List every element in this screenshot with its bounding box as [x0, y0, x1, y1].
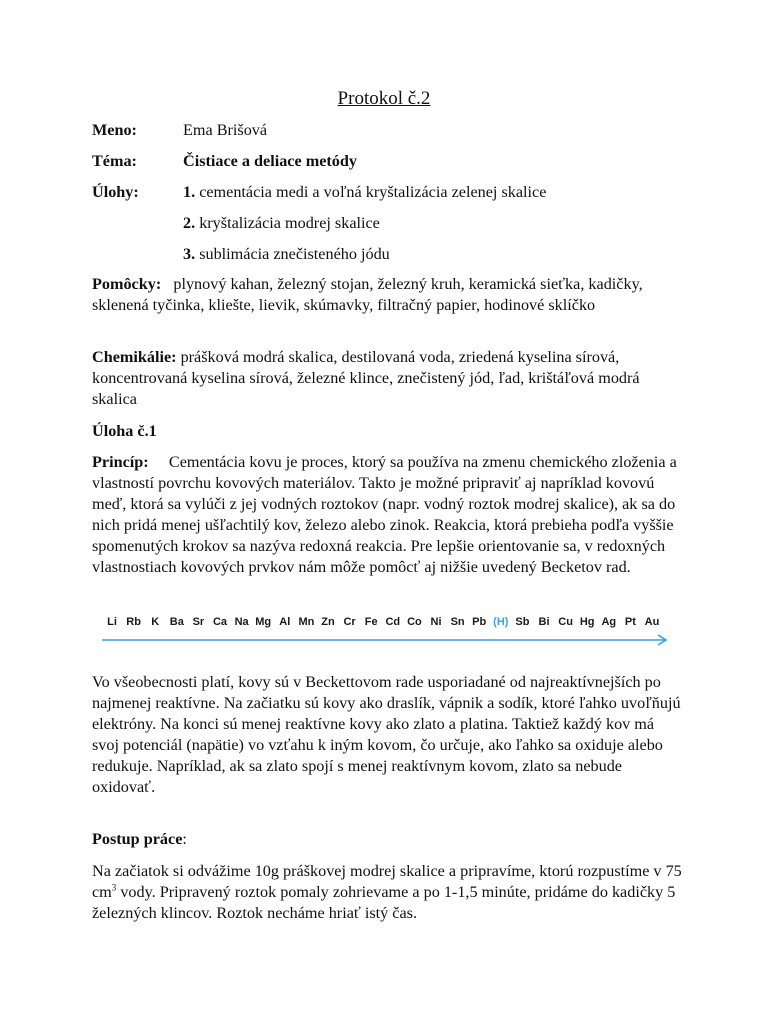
metal-label: Fe — [364, 616, 378, 628]
uloha-item-num: 1. — [183, 183, 196, 201]
uloha1-heading: Úloha č.1 — [92, 422, 157, 440]
uloha-item-text: sublimácia znečisteného jódu — [195, 245, 390, 263]
pomocky-text: plynový kahan, železný stojan, železný kruh, keramická sieťka, kadičky, sklenená tyčinka, kliešte, lievik, skúmavky, filtračný papier, hodinové sklíčko — [92, 275, 643, 314]
chemikalie-paragraph — [92, 347, 682, 410]
metal-label: Ba — [169, 616, 184, 628]
metal-label: Cr — [343, 616, 356, 628]
metal-label: Al — [279, 616, 291, 628]
metal-label: Ca — [212, 616, 228, 628]
postup-heading — [92, 829, 187, 850]
metal-label: Au — [644, 616, 660, 628]
beketov-series-figure — [100, 603, 678, 651]
page-title: Protokol č.2 — [337, 88, 431, 109]
metal-label: Na — [234, 616, 249, 628]
chemikalie-label: Chemikálie: — [92, 348, 177, 366]
metal-label: Sn — [450, 616, 465, 628]
tema-label: Téma: — [92, 152, 137, 170]
metal-label: Sb — [515, 616, 530, 628]
metal-label: Ni — [430, 616, 442, 628]
postup-paragraph — [92, 861, 682, 924]
metal-label: Sr — [192, 616, 205, 628]
postup-text-before: Na začiatok si odvážime 10g práškovej modrej skalice a pripravíme, ktorú rozpustíme v 75 cm — [92, 862, 682, 901]
vseobecne-paragraph: Vo všeobecnosti platí, kovy sú v Beckettovom rade usporiadané od najreaktívnejších po najmenej reaktívne. Na začiatku sú kovy ako draslík, vápnik a sodík, ktoré ľahko uvoľňujú elektróny. Na konci sú menej reaktívne kovy ako zlato a platina. Taktiež každý kov má svoj potenciál (napätie) vo vzťahu k iným kovom, čo určuje, ako ľahko sa oxiduje alebo redukuje. Napríklad, ak sa zlato spojí s menej reaktívnym kovom, zlato sa nebude oxidovať. — [92, 673, 681, 796]
beketov-series-svg — [100, 603, 678, 651]
uloha-item-text: cementácia medi a voľná kryštalizácia zelenej skalice — [195, 183, 547, 201]
uloha-item-3 — [183, 244, 390, 265]
tema-value: Čistiace a deliace metódy — [183, 152, 357, 170]
meno-value: Ema Brišová — [183, 121, 268, 139]
metal-label: Pt — [624, 616, 636, 628]
postup-colon: : — [182, 830, 187, 848]
uloha-item-1 — [183, 182, 546, 203]
metal-label: Pb — [472, 616, 487, 628]
metal-label: K — [151, 616, 160, 628]
pomocky-label: Pomôcky: — [92, 275, 162, 293]
postup-superscript: 3 — [111, 882, 117, 893]
metal-label: Cd — [385, 616, 401, 628]
princip-label: Princíp: — [92, 453, 149, 471]
uloha-item-text: kryštalizácia modrej skalice — [195, 214, 380, 232]
postup-label: Postup práce — [92, 830, 183, 848]
metal-label: Li — [107, 616, 117, 628]
chemikalie-text: prášková modrá skalica, destilovaná voda, zriedená kyselina sírová, koncentrovaná kyselina sírová, železné klince, znečistený jód, ľad, krištáľová modrá skalica — [92, 348, 640, 408]
uloha-item-num: 3. — [183, 245, 196, 263]
postup-text-after: vody. Pripravený roztok pomaly zohrievame a po 1-1,5 minúte, pridáme do kadičky 5 železných klincov. Roztok necháme hriať istý čas. — [92, 883, 676, 922]
metal-label: Rb — [126, 616, 141, 628]
metal-label: Co — [407, 616, 422, 628]
ulohy-label: Úlohy: — [92, 183, 139, 201]
uloha-item-2 — [183, 213, 380, 234]
metal-label: Cu — [558, 616, 573, 628]
metal-label: Zn — [321, 616, 335, 628]
princip-paragraph — [92, 452, 682, 578]
metal-label: (H) — [493, 616, 509, 628]
metal-label: Mn — [298, 616, 315, 628]
metal-label: Hg — [579, 616, 595, 628]
metal-label: Ag — [601, 616, 617, 628]
uloha-item-num: 2. — [183, 214, 196, 232]
metal-label: Mg — [255, 616, 272, 628]
pomocky-paragraph — [92, 274, 682, 316]
metal-label: Bi — [538, 616, 550, 628]
meno-label: Meno: — [92, 121, 137, 139]
princip-text: Cementácia kovu je proces, ktorý sa používa na zmenu chemického zloženia a vlastností povrchu kovových materiálov. Takto je možné pripraviť aj napríklad kovovú meď, ktorá sa vylúči z jej vodných roztokov (napr. vodný roztok modrej skalice), ak sa do nich pridá menej ušľachtilý kov, železo alebo zinok. Reakcia, ktorá prebieha podľa vyššie spomenutých krokov sa nazýva redoxná reakcia. Pre lepšie orientovanie sa, v redoxných vlastnostiach kovových prvkov nám môže pomôcť aj nižšie uvedený Becketov rad. — [92, 453, 677, 576]
